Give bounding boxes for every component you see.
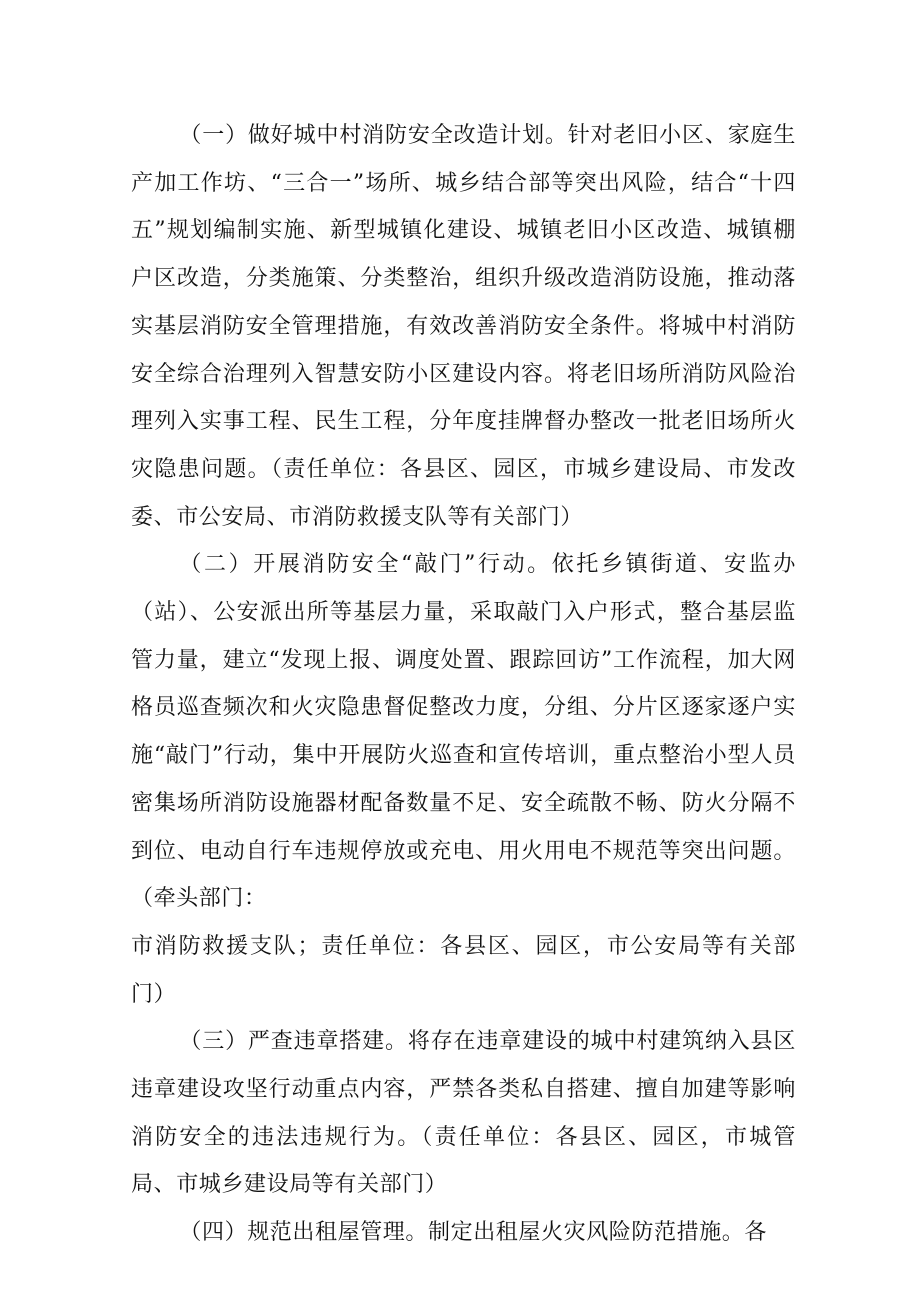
paragraph-4-rental-housing: （四）规范出租屋管理。制定出租屋火灾风险防范措施。各 (179, 1220, 767, 1246)
paragraph-3-illegal-construction: （三）严查违章搭建。将存在违章建设的城中村建筑纳入县区违章建设攻坚行动重点内容，严禁各类私自搭建、擅自加建等影响消防安全的违法违规行为。（责任单位：各县区、园区，市城管局、市城乡建设局等有关部门） (131, 1029, 796, 1198)
paragraph-2-door-knocking-action: （二）开展消防安全“敲门”行动。依托乡镇街道、安监办（站）、公安派出所等基层力量，采取敲门入户形式，整合基层监管力量，建立“发现上报、调度处置、跟踪回访”工作流程，加大网格员巡查频次和火灾隐患督促整改力度，分组、分片区逐家逐户实施“敲门”行动，集中开展防火巡查和宣传培训，重点整治小型人员密集场所消防设施器材配备数量不足、安全疏散不畅、防火分隔不到位、电动自行车违规停放或充电、用火用电不规范等突出问题。（牵头部门： (131, 552, 796, 912)
paragraph-1-urban-village-renovation: （一）做好城中村消防安全改造计划。针对老旧小区、家庭生产加工作坊、“三合一”场所、城乡结合部等突出风险，结合“十四五”规划编制实施、新型城镇化建设、城镇老旧小区改造、城镇棚户区改造，分类施策、分类整治，组织升级改造消防设施，推动落实基层消防安全管理措施，有效改善消防安全条件。将城中村消防安全综合治理列入智慧安防小区建设内容。将老旧场所消防风险治理列入实事工程、民生工程，分年度挂牌督办整改一批老旧场所火灾隐患问题。（责任单位：各县区、园区，市城乡建设局、市发改委、市公安局、市消防救援支队等有关部门） (131, 123, 796, 530)
paragraph-2-continuation: 市消防救援支队；责任单位：各县区、园区，市公安局等有关部门） (131, 933, 796, 1007)
document-body (131, 112, 796, 1257)
